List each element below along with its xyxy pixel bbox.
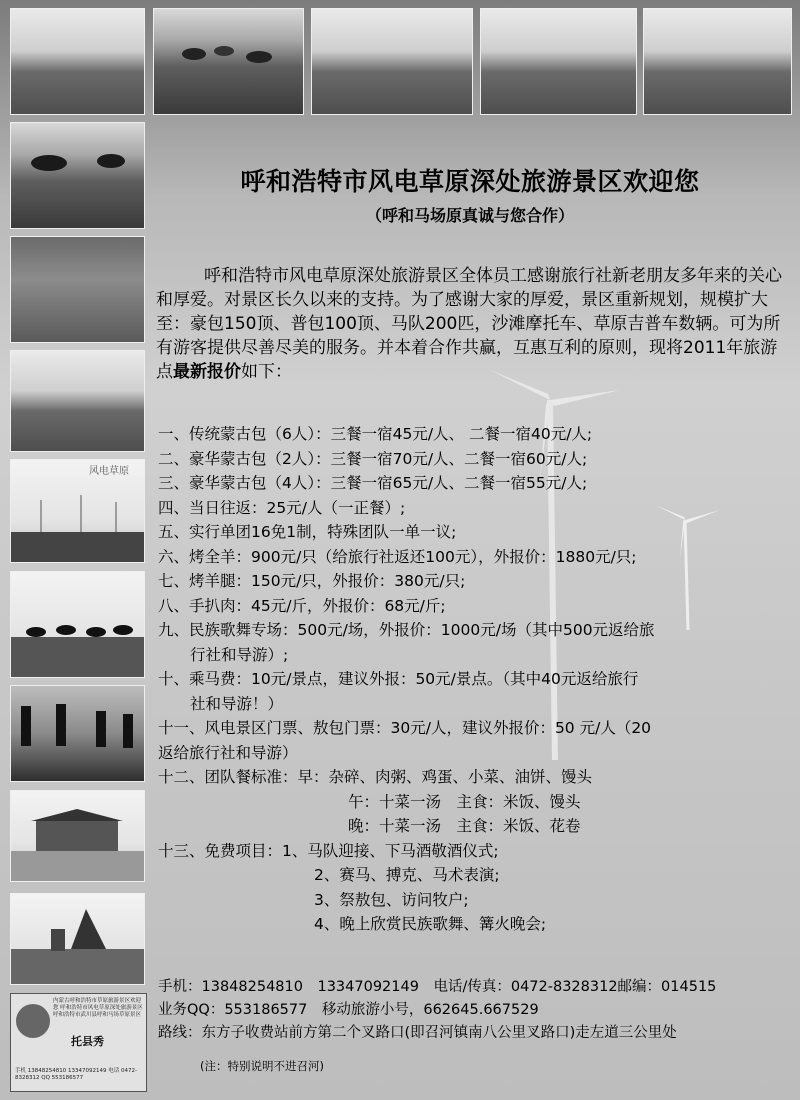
photo-temple bbox=[10, 790, 145, 882]
list-item: 二、豪华蒙古包（2人）：三餐一宿70元/人、二餐一宿60元/人; bbox=[158, 449, 588, 468]
list-item: 六、烤全羊：900元/只（给旅行社返还100元），外报价：1880元/只; bbox=[158, 547, 637, 566]
list-item: 2、赛马、搏克、马术表演; bbox=[314, 866, 500, 884]
photo-wind-farm bbox=[10, 459, 145, 563]
photo-horse-stunts bbox=[10, 685, 145, 782]
business-card bbox=[10, 993, 147, 1092]
list-item: 八、手扒肉：45元/斤，外报价：68元/斤; bbox=[158, 596, 446, 615]
list-item: 午：十菜一汤 主食：米饭、馒头 bbox=[348, 792, 581, 811]
list-item: 十、乘马费：10元/景点，建议外报：50元/景点。（其中40元返给旅行 bbox=[158, 670, 639, 688]
list-item: 3、祭敖包、访问牧户; bbox=[314, 890, 469, 909]
cattle-silhouettes bbox=[154, 9, 303, 114]
list-item: 十三、免费项目：1、马队迎接、下马酒敬酒仪式; bbox=[158, 841, 499, 860]
card-brand: 托县秀 bbox=[71, 1035, 104, 1048]
list-item: 一、传统蒙古包（6人）：三餐一宿45元/人、 二餐一宿40元/人; bbox=[158, 425, 593, 443]
photo-cattle-closeup bbox=[10, 122, 145, 229]
photo-grassland-1 bbox=[10, 8, 145, 115]
list-item: 晚：十菜一汤 主食：米饭、花卷 bbox=[348, 817, 581, 835]
photo-prairie bbox=[10, 350, 145, 452]
list-item: 4、晚上欣赏民族歌舞、篝火晚会; bbox=[314, 915, 547, 933]
list-item: 四、当日往返：25元/人（一正餐）; bbox=[158, 498, 406, 517]
list-item: 九、民族歌舞专场：500元/场，外报价：1000元/场（其中500元返给旅 bbox=[158, 621, 655, 639]
photo-horse-riders bbox=[10, 571, 145, 678]
route-note: (注：特别说明不进召河) bbox=[200, 1059, 324, 1073]
contact-route: 路线：东方子收费站前方第二个叉路口(即召河镇南八公里叉路口)走左道三公里处 bbox=[158, 1025, 677, 1041]
list-item: 五、实行单团16免1制，特殊团队一单一议; bbox=[158, 523, 457, 541]
intro-text: 呼和浩特市风电草原深处旅游景区全体员工感谢旅行社新老朋友多年来的关心和厚爱。对景区长久以来的支持。为了感谢大家的厚爱，景区重新规划，规模扩大至：豪包150顶、普包100顶、马队200匹，沙滩摩托车、草原吉普车数辆。可为所有游客提供尽善尽美的服务。并本着合作共赢，互惠互利的原则，现将2011年旅游点 bbox=[156, 266, 782, 382]
list-item: 行社和导游）; bbox=[190, 645, 289, 664]
page-title: 呼和浩特市风电草原深处旅游景区欢迎您 bbox=[240, 167, 700, 196]
contact-info bbox=[158, 976, 790, 1045]
contact-qq: 业务QQ：553186577 移动旅游小号，662645.667529 bbox=[158, 1002, 539, 1018]
intro-bold: 最新报价 bbox=[173, 362, 241, 382]
contact-phone: 手机：13848254810 13347092149 电话/传真：0472-8328312邮编：014515 bbox=[158, 979, 717, 995]
list-item: 返给旅行社和导游） bbox=[158, 743, 298, 762]
photo-cattle-grazing bbox=[153, 8, 304, 115]
page-subtitle: （呼和马场原真诚与您合作） bbox=[365, 206, 574, 225]
card-text: 内蒙古呼和浩特市草原旅游景区欢迎您 呼和浩特市风电草原深处旅游景区 呼和浩特市武川县呼和马场草原景区 bbox=[53, 998, 143, 1018]
intro-tail: 如下： bbox=[241, 362, 292, 382]
yurt-logo-icon bbox=[16, 1004, 50, 1038]
intro-paragraph bbox=[156, 264, 786, 384]
photo-caption: 风电草原 bbox=[89, 466, 129, 477]
photo-grassland-3 bbox=[480, 8, 637, 115]
price-list bbox=[158, 422, 790, 937]
list-item: 十一、风电景区门票、敖包门票：30元/人，建议外报价：50 元/人（20 bbox=[158, 719, 652, 737]
photo-meadow bbox=[10, 236, 145, 343]
list-item: 七、烤羊腿：150元/只，外报价：380元/只; bbox=[158, 572, 466, 590]
card-footer: 手机 13848254810 13347092149 电话 0472-8328312 QQ 553186577 bbox=[15, 1068, 137, 1081]
photo-statue bbox=[10, 893, 145, 985]
photo-grassland-4 bbox=[643, 8, 792, 115]
list-item: 三、豪华蒙古包（4人）：三餐一宿65元/人、二餐一宿55元/人; bbox=[158, 474, 588, 492]
list-item: 社和导游！） bbox=[190, 694, 284, 713]
photo-grassland-2 bbox=[311, 8, 473, 115]
list-item: 十二、团队餐标准：早：杂碎、肉粥、鸡蛋、小菜、油饼、馒头 bbox=[158, 768, 593, 786]
